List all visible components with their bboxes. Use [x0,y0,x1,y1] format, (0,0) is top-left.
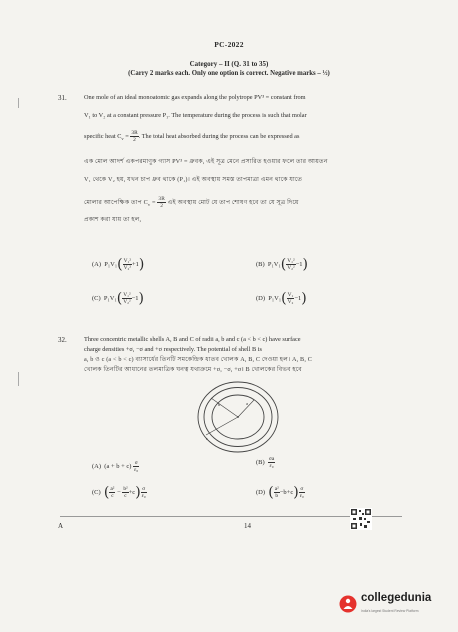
subscript: v [147,202,151,208]
option-b[interactable] [256,456,275,469]
option-term: (a + b + c) [104,462,132,470]
fraction [130,130,138,143]
text: = [150,198,158,206]
denominator: c [111,493,114,499]
denominator: V₂ [287,299,294,305]
numerator: V₁² [123,258,131,264]
option-label: (C) [92,294,101,302]
numerator: V₁² [287,258,295,264]
option-d[interactable] [256,486,305,499]
text: এই অবস্থায় মোট যে তাপ শোষণ হবে তা যে সূত্র দিয়ে [165,198,299,206]
option-label: (B) [256,260,265,268]
qr-code-icon [350,508,372,530]
option-c[interactable] [92,292,144,305]
radius-c [206,417,238,435]
option-term: −1 [131,294,139,302]
question-number: 32. [58,336,67,344]
paren-right: ) [138,290,145,307]
fraction [123,258,132,271]
q31-text-line: V₁ to V₂ at a constant pressure P₁. The temperature during the process is such that molar [84,112,307,119]
numerator: σ [134,460,138,466]
fraction [268,456,275,469]
numerator: b² [123,486,128,492]
option-term: P₁V₁ [104,260,118,268]
option-term: +c [128,488,136,496]
paren-left: ( [281,290,287,307]
fraction [141,486,147,499]
option-label: (C) [92,488,101,496]
margin-mark [18,372,19,386]
option-label: (B) [256,458,265,466]
option-term: −1 [294,294,302,302]
q31-bengali-line: প্রকাশ করা যায় তা হল, [84,216,142,223]
fraction [157,196,166,209]
text: মোলার আপেক্ষিক তাপ C [84,198,148,206]
paren-right: ) [301,290,307,307]
denominator: ε₀ [269,463,274,469]
paper-code: PC-2022 [214,40,244,49]
numerator: a² [110,486,115,492]
category-title: Category – II (Q. 31 to 35) [189,60,269,68]
numerator: a² [274,486,279,492]
marking-instructions: (Carry 2 marks each. Only one option is correct. Negative marks – ½) [128,70,330,77]
option-a[interactable] [92,460,139,473]
option-term: P₁V₁ [267,260,281,268]
brand-tagline: India's largest Student Review Platform [361,609,419,613]
brand-name: collegedunia [361,592,432,604]
paren-left: ( [117,256,123,273]
denominator: V₂² [123,265,131,271]
numerator: V₁ [287,292,294,298]
fraction [109,486,115,499]
option-term: P₁V₁ [103,294,117,302]
fraction [133,460,139,473]
option-d[interactable] [256,292,307,305]
denominator: V₂² [123,299,131,305]
numerator: V₁² [123,292,131,298]
denominator: b [275,493,279,499]
radius-b [211,398,238,417]
fraction [299,486,305,499]
option-c[interactable]: (C) ( $\frac{\text{a²}}{c}$ − $\frac{\text{b²}}{c}$ +c) $\frac{\sigma}{\text{ε₀}}$ [92,484,146,501]
numerator: 3R [158,196,165,202]
q32-text-line: charge densities +σ, −σ and +σ respectively. The potential of shell B is [84,346,262,353]
paren-left: ( [103,484,110,501]
label-a: a [246,401,248,406]
option-label: (A) [92,260,102,268]
margin-mark [18,98,19,108]
denominator: 2 [133,137,136,143]
option-a[interactable] [92,258,144,271]
fraction [286,258,295,271]
paren-right: ) [293,484,299,501]
collegedunia-logo [339,592,431,616]
q31-bengali-line [84,196,299,209]
subscript: v [121,136,124,142]
paren-left: ( [268,484,274,501]
denominator: 2 [160,203,164,209]
label-c: c [206,436,208,441]
q32-text-line: Three concentric metallic shells A, B and C of radii a, b and c (a < b < c) have surface [84,336,301,343]
denominator: ε₀ [141,493,146,499]
option-label: (D) [256,488,266,496]
numerator: σ [142,486,146,492]
denominator: V₂² [287,265,295,271]
paren-left: ( [280,256,287,273]
text: = [123,132,131,140]
option-term: −b+c [279,488,294,496]
q32-bengali-line: খোলক তিনটির আধানের তলমাত্রিক ঘনত্ব যথাক্রমে +σ, −σ, +σ। B খোলকের বিভব হবে [84,366,302,373]
numerator: σa [268,456,275,462]
center-point [237,416,239,418]
text: . The total heat absorbed during the process can be expressed as [138,132,300,140]
paren-right: ) [138,256,145,273]
concentric-shells-figure [196,380,280,454]
denominator: ε₀ [134,467,139,473]
booklet-code: A [58,522,64,530]
option-term: P₁V₁ [268,294,282,302]
numerator: σ [300,486,304,492]
numerator: 3R [131,130,138,136]
paren-right: ) [135,484,141,501]
option-label: (A) [92,462,102,470]
q31-bengali-line: এক মোল আদর্শ একপরমাণুক গ্যাস PV³ = ধ্রুবক, এই সূত্র মেনে প্রসারিত হওয়ার ফলে তার আয়তন [84,158,328,165]
option-term: −1 [295,260,303,268]
label-b: b [218,402,221,407]
option-b[interactable] [256,258,308,271]
q31-text-line [84,130,299,143]
question-number: 31. [58,94,67,102]
option-label: (D) [256,294,266,302]
page-number: 14 [244,522,251,530]
q31-bengali-line: V₁ থেকে V₂ হয়, যখন চাপ ধ্রুব থাকে (P₁)। এই অবস্থায় সমস্ত তাপমাত্রা এমন থাকে যাতে [84,176,303,183]
brand-mark-icon [339,595,357,613]
q31-text-line: One mole of an ideal monoatomic gas expands along the polytrope PV³ = constant from [84,94,306,101]
q32-bengali-line: a, b ও c (a < b < c) ব্যাসার্ধের তিনটি সমকেন্দ্রিক ধাতব খোলক A, B, C দেওয়া হল। A, B, C [84,356,312,363]
denominator: c [124,493,127,499]
option-term: +1 [131,260,139,268]
paren-left: ( [116,290,123,307]
fraction [122,292,131,305]
text: specific heat C [84,132,122,140]
paren-right: ) [302,256,309,273]
denominator: ε₀ [299,493,304,499]
